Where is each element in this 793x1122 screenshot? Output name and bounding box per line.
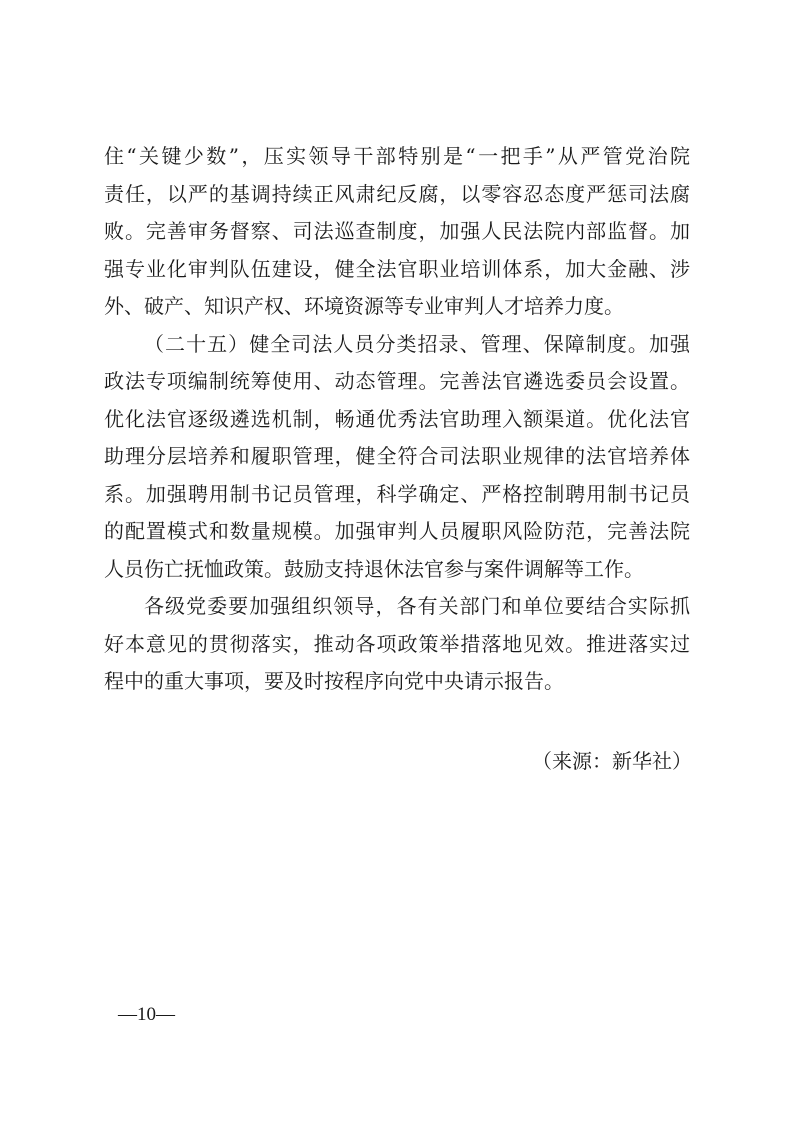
text-line: 政法专项编制统筹使用、动态管理。完善法官遴选委员会设置。 bbox=[104, 369, 690, 393]
page-number: —10— bbox=[118, 1004, 175, 1025]
text-line: 优化法官逐级遴选机制，畅通优秀法官助理入额渠道。优化法官 bbox=[104, 406, 690, 431]
text-line: 好本意见的贯彻落实，推动各项政策举措落地见效。推进落实过 bbox=[104, 631, 690, 656]
text-line: 责任，以严的基调持续正风肃纪反腐，以零容忍态度严惩司法腐 bbox=[104, 181, 690, 206]
text-line: 的配置模式和数量规模。加强审判人员履职风险防范，完善法院 bbox=[104, 519, 690, 543]
text-line: （二十五）健全司法人员分类招录、管理、保障制度。加强 bbox=[144, 331, 690, 356]
body-text bbox=[104, 138, 690, 701]
text-line: 败。完善审务督察、司法巡查制度，加强人民法院内部监督。加 bbox=[104, 219, 690, 243]
source-attribution: （来源：新华社） bbox=[532, 749, 692, 773]
text-line: 住“关键少数”，压实领导干部特别是“一把手”从严管党治院 bbox=[104, 144, 690, 168]
text-line: 系。加强聘用制书记员管理，科学确定、严格控制聘用制书记员 bbox=[104, 481, 690, 506]
text-line: 助理分层培养和履职管理，健全符合司法职业规律的法官培养体 bbox=[104, 444, 690, 468]
text-line: 各级党委要加强组织领导，各有关部门和单位要结合实际抓 bbox=[144, 594, 690, 618]
text-line: 外、破产、知识产权、环境资源等专业审判人才培养力度。 bbox=[104, 294, 624, 318]
text-line: 程中的重大事项，要及时按程序向党中央请示报告。 bbox=[104, 669, 564, 693]
text-line: 人员伤亡抚恤政策。鼓励支持退休法官参与案件调解等工作。 bbox=[104, 556, 644, 581]
text-line: 强专业化审判队伍建设，健全法官职业培训体系，加大金融、涉 bbox=[104, 256, 690, 281]
